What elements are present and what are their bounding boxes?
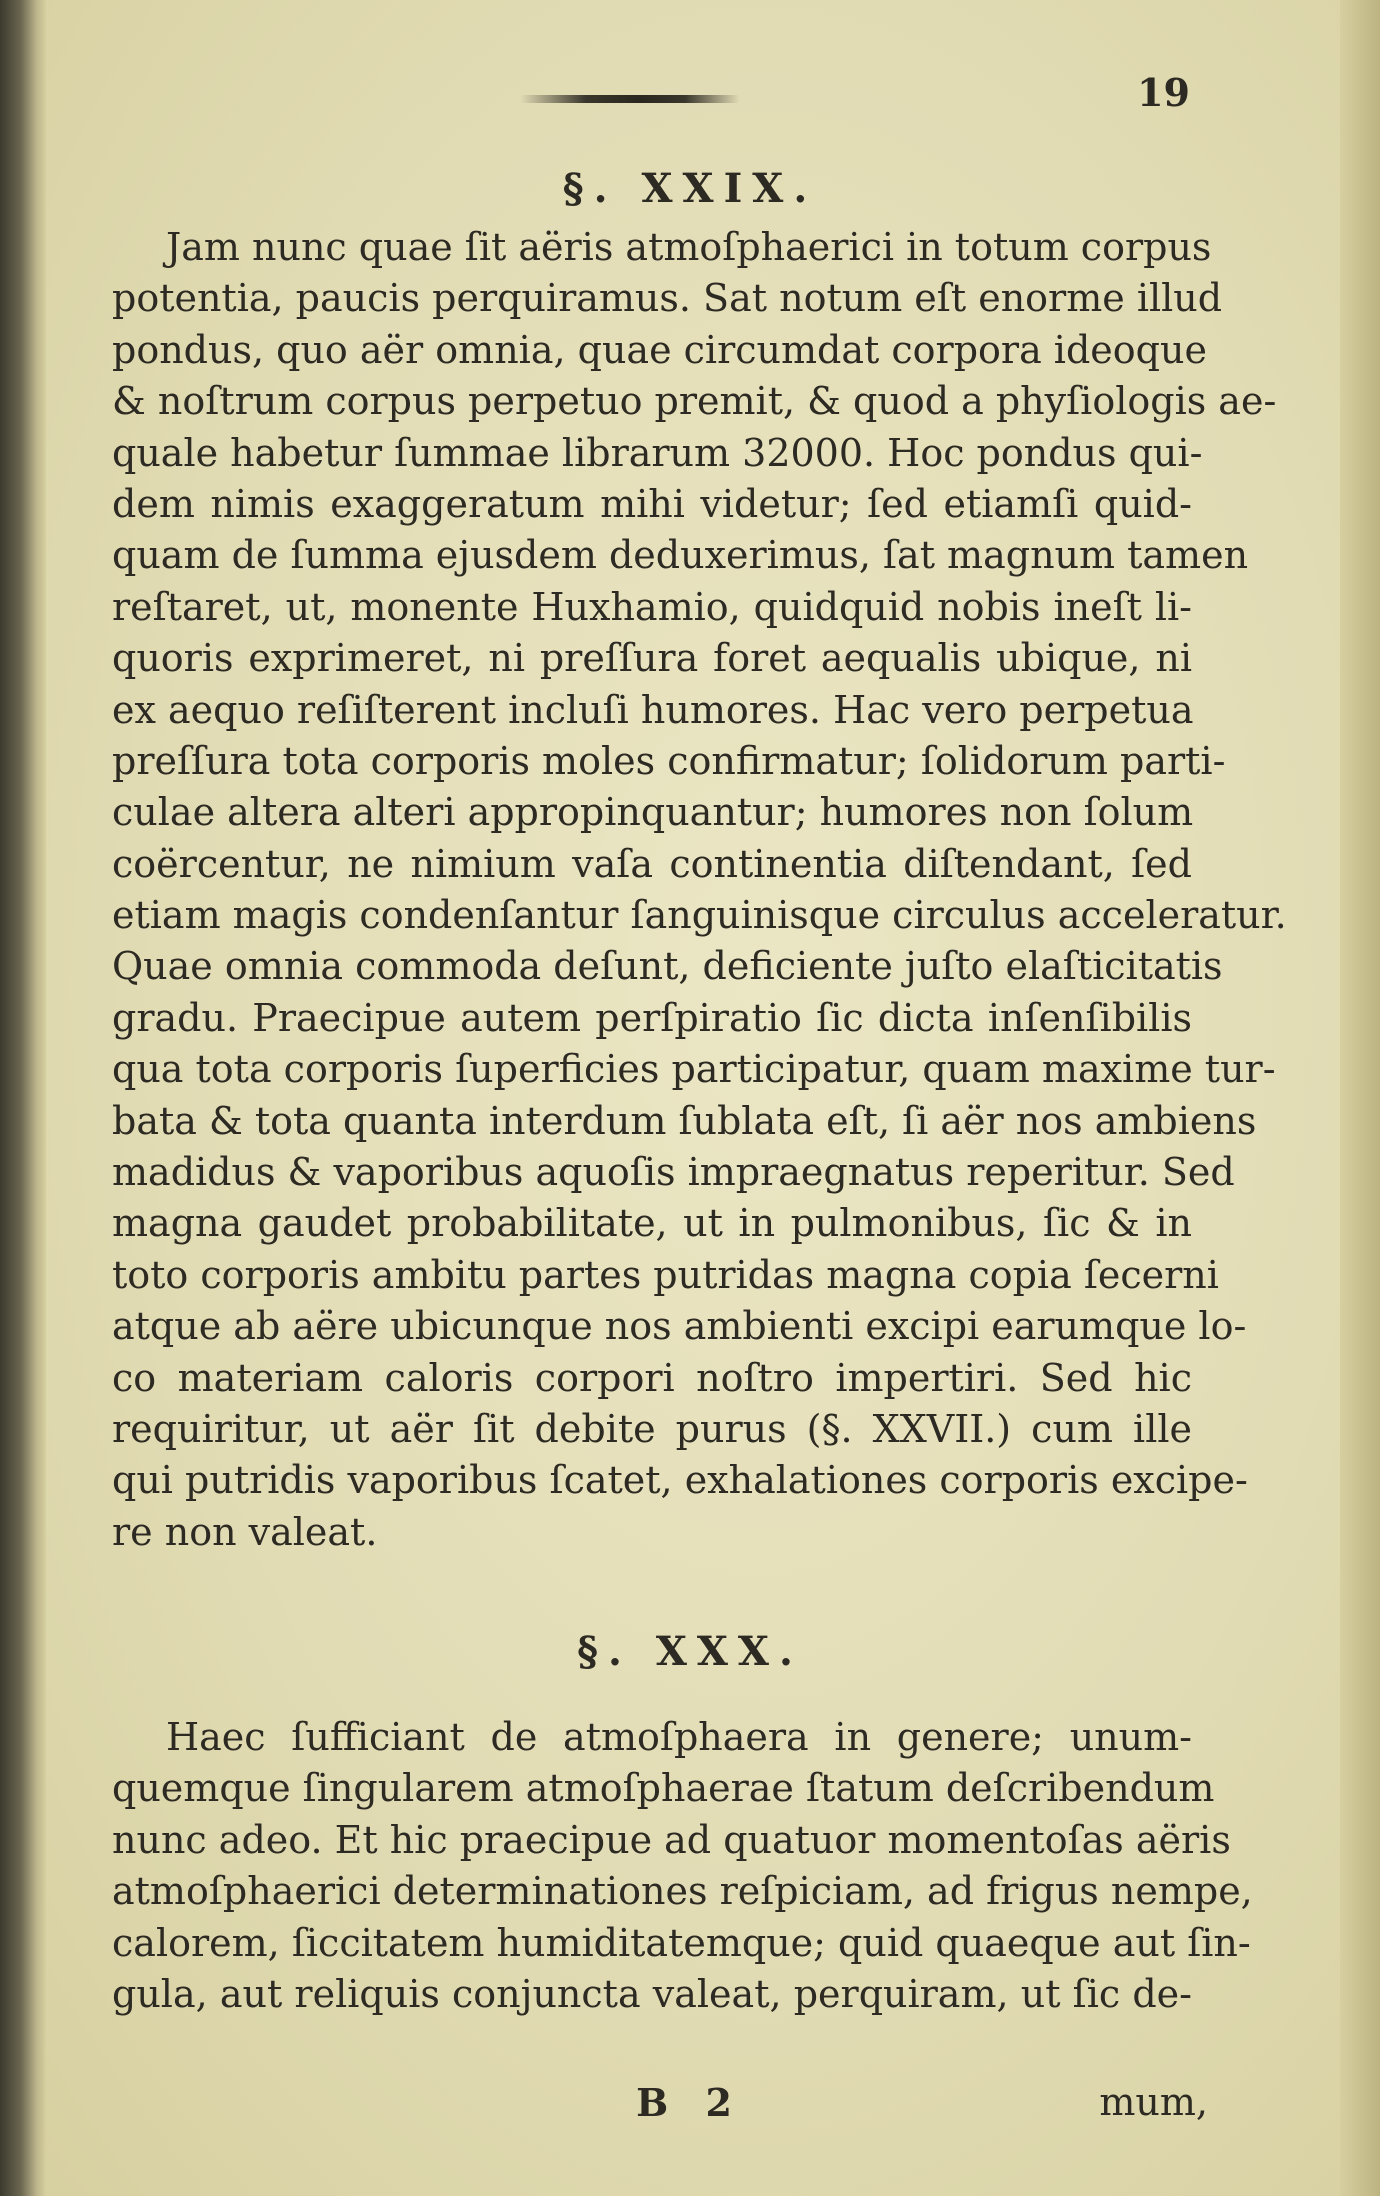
text-line: pondus, quo aër omnia, quae circumdat corpora ideoque	[112, 327, 1207, 372]
text-line: preſſura tota corporis moles confirmatur; ſolidorum parti-	[112, 738, 1226, 783]
catchword: mum,	[1099, 2080, 1208, 2124]
text-line: qui putridis vaporibus ſcatet, exhalationes corporis excipe-	[112, 1458, 1248, 1503]
text-line: toto corporis ambitu partes putridas magna copia ſecerni	[112, 1252, 1219, 1297]
text-line: quoris exprimeret, ni preſſura foret aequalis ubique, ni	[112, 636, 1192, 681]
text-line: & noſtrum corpus perpetuo premit, & quod a phyſiologis ae-	[112, 379, 1277, 424]
text-line: nunc adeo. Et hic praecipue ad quatuor momentoſas aëris	[112, 1817, 1231, 1862]
text-line: quemque ſingularem atmoſphaerae ſtatum deſcribendum	[112, 1766, 1215, 1811]
page-edge	[1340, 0, 1380, 2196]
text-line: bata & tota quanta interdum ſublata eſt, ſi aër nos ambiens	[112, 1098, 1257, 1143]
text-line: culae altera alteri appropinquantur; humores non ſolum	[112, 790, 1194, 835]
text-line: requiritur, ut aër ſit debite purus (§. XXVII.) cum ille	[112, 1406, 1192, 1451]
text-line: reſtaret, ut, monente Huxhamio, quidquid nobis ineſt li-	[112, 584, 1192, 629]
header-rule-ornament	[520, 95, 740, 103]
text-line: ex aequo reſiſterent incluſi humores. Hac vero perpetua	[112, 687, 1194, 732]
section-heading-xxx: §. XXX.	[577, 1628, 803, 1675]
section-xxix-text	[112, 222, 1287, 1558]
text-line: Haec ſufficiant de atmoſphaera in genere; unum-	[166, 1715, 1192, 1759]
page-number: 19	[1137, 70, 1190, 115]
section-xxx-text	[112, 1712, 1253, 2020]
text-line: qua tota corporis ſuperficies participatur, quam maxime tur-	[112, 1047, 1276, 1092]
text-line: etiam magis condenſantur ſanguinisque circulus acceleratur.	[112, 893, 1287, 938]
text-line: madidus & vaporibus aquoſis impraegnatus reperitur. Sed	[112, 1150, 1235, 1195]
text-line: calorem, ſiccitatem humiditatemque; quid quaeque aut ſin-	[112, 1920, 1251, 1965]
text-line: coërcentur, ne nimium vaſa continentia diſtendant, ſed	[112, 841, 1192, 886]
signature-mark: B 2	[636, 2080, 744, 2125]
text-line: quam de ſumma ejusdem deduxerimus, ſat magnum tamen	[112, 533, 1249, 578]
text-line: potentia, paucis perquiramus. Sat notum eſt enorme illud	[112, 276, 1223, 321]
text-line: atmoſphaerici determinationes reſpiciam, ad frigus nempe,	[112, 1869, 1253, 1914]
text-line: gula, aut reliquis conjuncta valeat, perquiram, ut ſic de-	[112, 1971, 1192, 2016]
text-line: atque ab aëre ubicunque nos ambienti excipi earumque lo-	[112, 1304, 1247, 1349]
section-heading-xxix: §. XXIX.	[562, 165, 818, 212]
binding-gutter	[0, 0, 46, 2196]
text-line: co materiam caloris corpori noſtro impertiri. Sed hic	[112, 1355, 1192, 1400]
text-line: gradu. Praecipue autem perſpiratio ſic dicta inſenſibilis	[112, 995, 1192, 1040]
text-line: re non valeat.	[112, 1509, 378, 1554]
text-line: quale habetur ſummae librarum 32000. Hoc pondus qui-	[112, 430, 1203, 475]
text-line: magna gaudet probabilitate, ut in pulmonibus, ſic & in	[112, 1201, 1192, 1246]
text-line: dem nimis exaggeratum mihi videtur; ſed etiamſi quid-	[112, 481, 1192, 526]
text-line: Quae omnia commoda deſunt, deficiente juſto elaſticitatis	[112, 944, 1223, 989]
text-line: Jam nunc quae ſit aëris atmoſphaerici in totum corpus	[166, 225, 1212, 269]
